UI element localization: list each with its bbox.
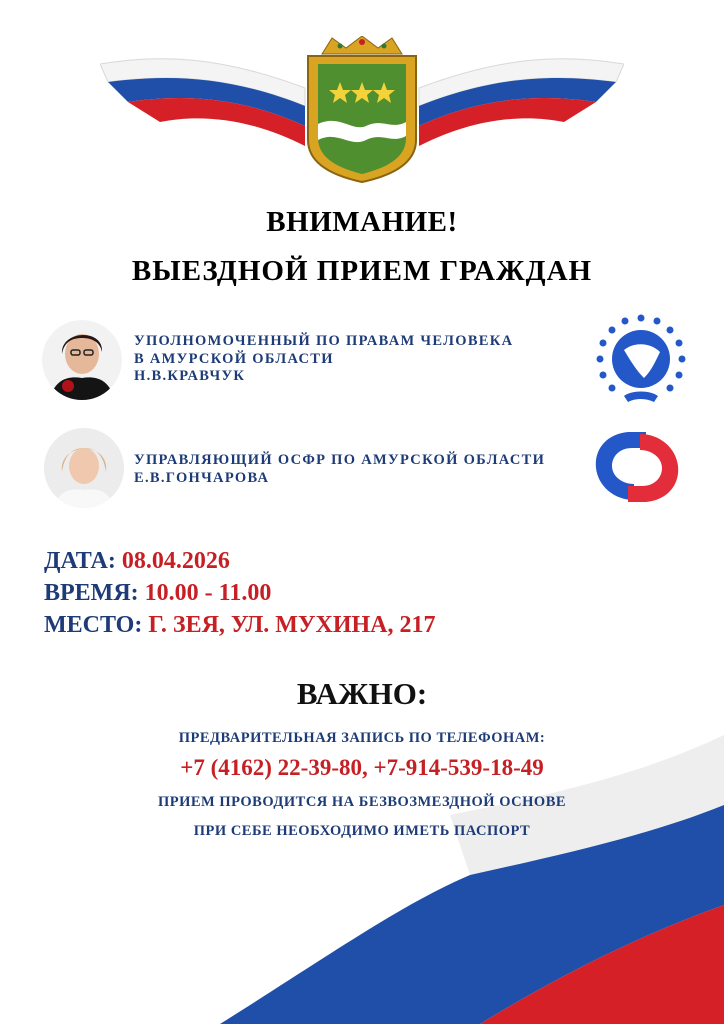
portrait-photo-icon	[44, 428, 124, 508]
amur-oblast-coat-of-arms-icon	[100, 36, 624, 186]
portrait-photo-icon	[42, 320, 122, 400]
passport-note: ПРИ СЕБЕ НЕОБХОДИМО ИМЕТЬ ПАСПОРТ	[193, 823, 531, 839]
time-label: ВРЕМЯ:	[44, 580, 139, 606]
official-1-line-2: В АМУРСКОЙ ОБЛАСТИ	[134, 350, 334, 367]
official-1-line-1: УПОЛНОМОЧЕННЫЙ ПО ПРАВАМ ЧЕЛОВЕКА	[134, 333, 514, 349]
place-label: МЕСТО:	[44, 612, 143, 638]
page-title: ВНИМАНИЕ!	[266, 206, 458, 238]
phone-numbers: +7 (4162) 22-39-80, +7-914-539-18-49	[180, 755, 544, 780]
official-2-line-1: УПРАВЛЯЮЩИЙ ОСФР ПО АМУРСКОЙ ОБЛАСТИ	[134, 452, 546, 468]
official-info-1	[134, 333, 513, 386]
date-line	[44, 548, 230, 575]
time-line	[44, 580, 271, 607]
free-service-note: ПРИЕМ ПРОВОДИТСЯ НА БЕЗВОЗМЕЗДНОЙ ОСНОВЕ	[157, 794, 567, 810]
flag-ribbon-left-icon	[100, 59, 305, 146]
date-label: ДАТА:	[44, 548, 116, 574]
page-subtitle: ВЫЕЗДНОЙ ПРИЕМ ГРАЖДАН	[131, 255, 593, 287]
booking-note: ПРЕДВАРИТЕЛЬНАЯ ЗАПИСЬ ПО ТЕЛЕФОНАМ:	[178, 730, 546, 746]
date-value: 08.04.2026	[121, 548, 230, 574]
ombudsman-logo-icon	[594, 312, 688, 406]
place-value: Г. ЗЕЯ, УЛ. МУХИНА, 217	[148, 612, 436, 638]
place-line	[44, 612, 436, 639]
official-2-line-2: Е.В.ГОНЧАРОВА	[134, 469, 270, 486]
important-heading: ВАЖНО:	[296, 676, 428, 711]
official-1-line-3: Н.В.КРАВЧУК	[134, 368, 246, 384]
official-info-2	[134, 452, 545, 487]
flag-ribbon-right-icon	[419, 59, 624, 146]
sfr-logo-icon	[588, 426, 686, 508]
time-value: 10.00 - 11.00	[144, 580, 272, 606]
